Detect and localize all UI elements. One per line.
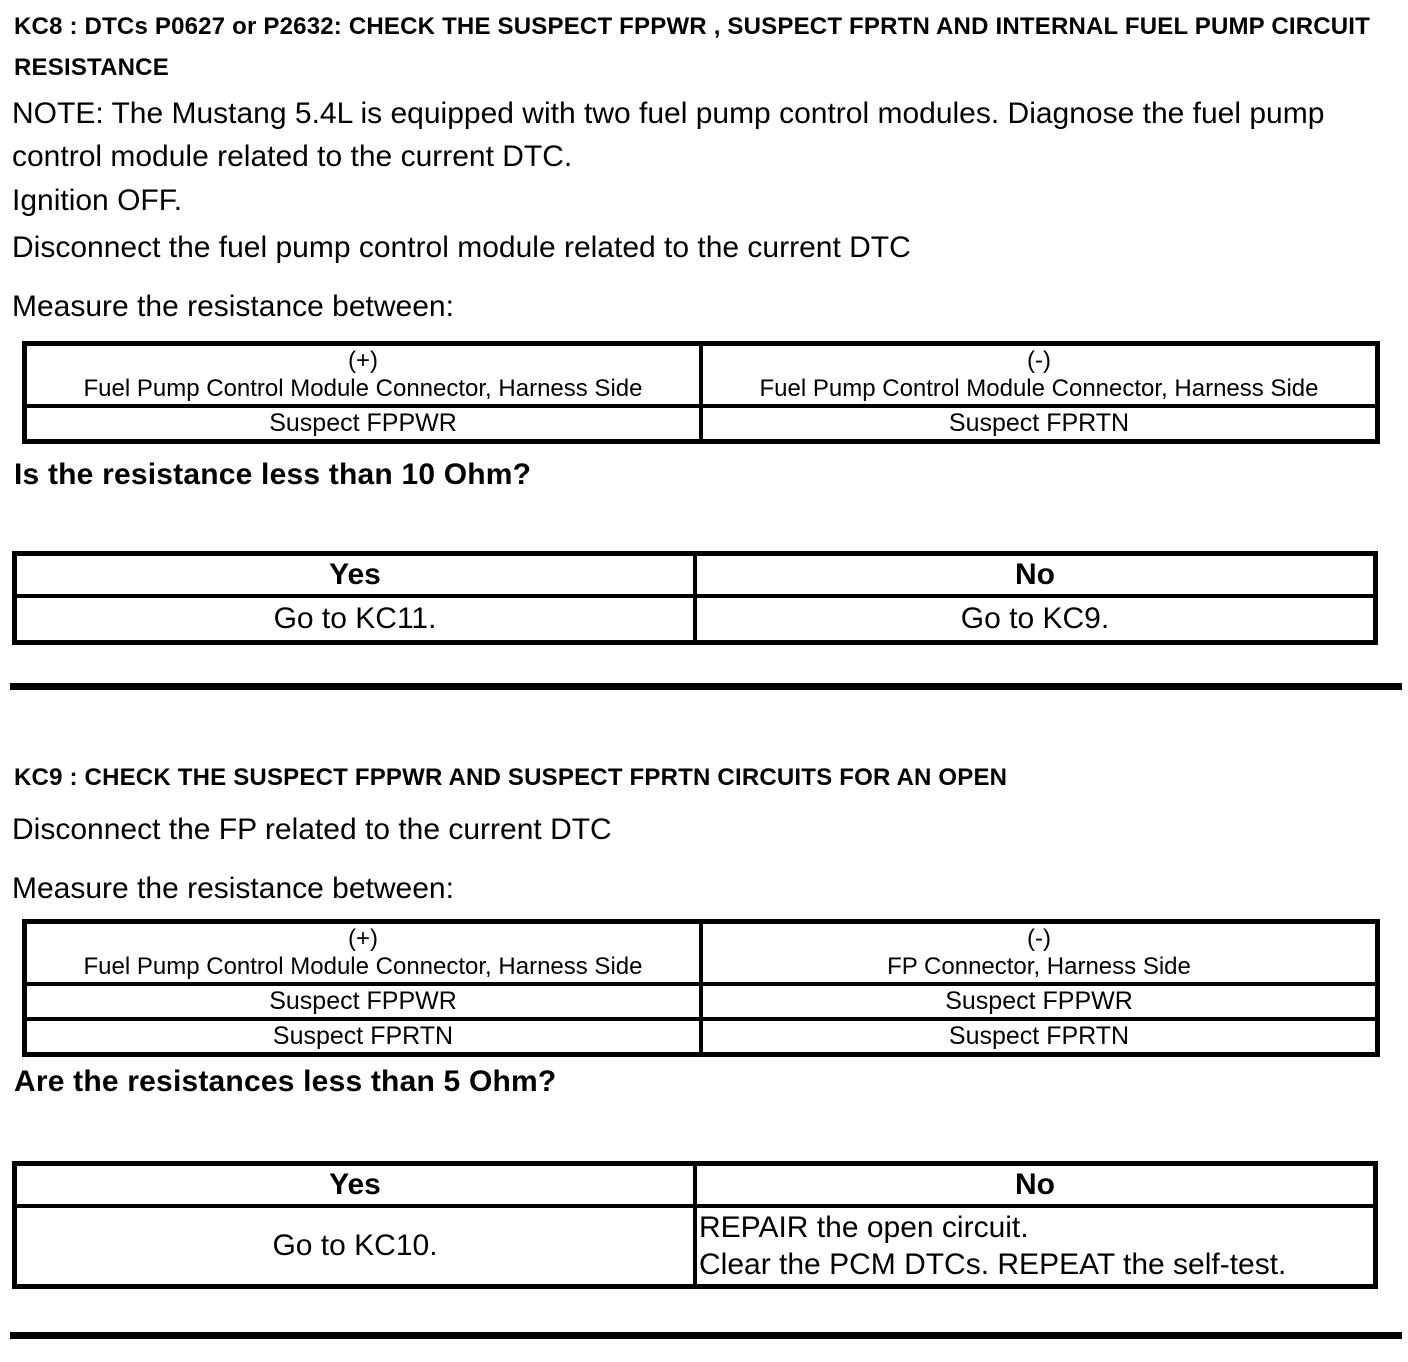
kc9-measurement-row [25,984,1378,1019]
kc8-section-title: KC8 : DTCs P0627 or P2632: CHECK THE SUSPECT FPPWR , SUSPECT FPRTN AND INTERNAL FUEL PUMP CIRCUIT RESISTANCE [14,13,1371,81]
kc9-minus-pin-cell: Suspect FPRTN [701,1019,1378,1055]
kc8-no-header: No [695,554,1376,597]
minus-column-label: FP Connector, Harness Side [887,953,1191,980]
kc8-yes-action-cell: Go to KC11. [15,596,696,643]
kc8-plus-pin-cell: Suspect FPPWR [25,406,702,442]
kc8-minus-column-header [701,344,1378,407]
kc9-no-action-line: Clear the PCM DTCs. REPEAT the self-test. [699,1248,1287,1281]
kc8-yes-header: Yes [15,554,696,597]
minus-column-label: Fuel Pump Control Module Connector, Harness Side [759,375,1319,402]
plus-column-label: Fuel Pump Control Module Connector, Harness Side [83,953,643,980]
kc9-decision-table [12,1161,1378,1289]
page-bottom-rule [10,1332,1402,1339]
plus-sign: (+) [348,925,378,952]
plus-sign: (+) [348,347,378,374]
kc9-step-measure: Measure the resistance between: [12,872,454,905]
minus-sign: (-) [1027,347,1051,374]
kc9-minus-pin-cell: Suspect FPPWR [701,984,1378,1019]
kc8-measurement-row [25,406,1378,442]
kc8-minus-pin-cell: Suspect FPRTN [701,406,1378,442]
kc8-question: Is the resistance less than 10 Ohm? [14,458,532,491]
kc8-decision-table [12,551,1378,645]
kc9-no-action-line: REPAIR the open circuit. [699,1211,1029,1244]
kc9-question: Are the resistances less than 5 Ohm? [14,1065,557,1098]
kc8-step-ignition: Ignition OFF. [12,184,183,217]
kc9-minus-column-header [701,922,1378,985]
kc9-measurement-header-row [25,922,1378,985]
kc8-decision-action-row [15,596,1376,643]
kc9-yes-header: Yes [15,1164,696,1207]
minus-sign: (-) [1027,925,1051,952]
kc9-yes-action-cell: Go to KC10. [15,1206,696,1287]
section-divider-rule [10,683,1402,690]
kc8-decision-header-row [15,554,1376,597]
kc9-section-title: KC9 : CHECK THE SUSPECT FPPWR AND SUSPECT FPRTN CIRCUITS FOR AN OPEN [14,764,1008,791]
kc8-measurement-header-row [25,344,1378,407]
kc9-plus-column-header [25,922,702,985]
kc8-no-action-cell: Go to KC9. [695,596,1376,643]
kc9-no-header: No [695,1164,1376,1207]
kc9-measurement-row [25,1019,1378,1055]
kc8-measurement-table [22,341,1380,444]
plus-column-label: Fuel Pump Control Module Connector, Harness Side [83,375,643,402]
kc8-step-disconnect: Disconnect the fuel pump control module related to the current DTC [12,231,911,264]
kc9-step-disconnect: Disconnect the FP related to the current DTC [12,813,612,846]
kc8-step-measure: Measure the resistance between: [12,290,454,323]
kc9-plus-pin-cell: Suspect FPPWR [25,984,702,1019]
kc9-plus-pin-cell: Suspect FPRTN [25,1019,702,1055]
kc8-note-text: NOTE: The Mustang 5.4L is equipped with two fuel pump control modules. Diagnose the fuel pump control module related to the current DTC. [12,97,1325,173]
kc8-plus-column-header [25,344,702,407]
kc9-measurement-table [22,919,1380,1057]
kc9-decision-action-row [15,1206,1376,1287]
kc9-no-action-cell [695,1206,1376,1287]
kc9-decision-header-row [15,1164,1376,1207]
